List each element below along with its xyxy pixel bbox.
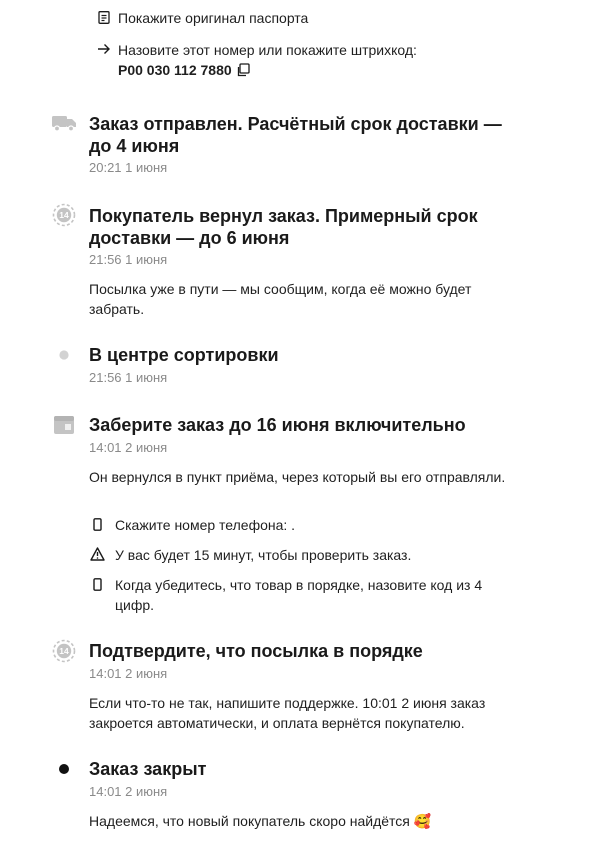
timer-label: 14 [59, 646, 69, 657]
event-time: 14:01 2 июня [89, 440, 168, 455]
event-description: Надеемся, что новый покупатель скоро найдётся 🥰 [89, 813, 432, 829]
event-title: Заказ закрыт [89, 759, 207, 779]
event-time: 14:01 2 июня [89, 666, 168, 681]
copy-icon[interactable] [236, 63, 250, 77]
list-item [89, 515, 295, 535]
event-title: Заказ отправлен. Расчётный срок доставки — до 4 июня [89, 114, 502, 156]
instruction-text: Покажите оригинал паспорта [118, 10, 309, 26]
passport-icon [92, 8, 116, 26]
event-description: Посылка уже в пути — мы сообщим, когда её можно будет забрать. [89, 281, 472, 317]
pickup-code[interactable] [118, 60, 417, 80]
event-time: 21:56 1 июня [89, 370, 168, 385]
timer-14-icon [51, 202, 77, 228]
truck-icon [51, 110, 77, 136]
event-description: Если что-то не так, напишите поддержке. 10:01 2 июня заказ закроется автоматически, и оплата вернётся покупателю. [89, 695, 486, 731]
event-title: Заберите заказ до 16 июня включительно [89, 415, 466, 435]
event-description: Он вернулся в пункт приёма, через который вы его отправляли. [89, 469, 506, 485]
pickup-code-value: P00 030 112 7880 [118, 62, 232, 78]
timer-14-icon [51, 638, 77, 664]
step-text: Скажите номер телефона: . [115, 517, 296, 533]
step-text: Когда убедитесь, что товар в порядке, назовите код из 4 цифр. [115, 577, 483, 613]
event-title: Подтвердите, что посылка в порядке [89, 641, 423, 661]
event-time: 20:21 1 июня [89, 160, 168, 175]
list-item [89, 575, 519, 615]
dot-icon [51, 342, 77, 368]
event-time: 14:01 2 июня [89, 784, 168, 799]
timer-label: 14 [59, 210, 69, 221]
phone-icon [89, 515, 113, 533]
event-time: 21:56 1 июня [89, 252, 168, 267]
phone-icon [89, 575, 113, 593]
dot-filled-icon [51, 756, 77, 782]
arrow-right-icon [92, 40, 116, 58]
pickup-point-icon [51, 412, 77, 438]
warning-icon [89, 545, 113, 563]
event-title: Покупатель вернул заказ. Примерный срок доставки — до 6 июня [89, 206, 478, 248]
instruction-text: Назовите этот номер или покажите штрихкод: [118, 42, 417, 58]
instruction-passport [92, 8, 308, 28]
instruction-barcode [92, 40, 417, 80]
step-text: У вас будет 15 минут, чтобы проверить заказ. [115, 547, 412, 563]
list-item [89, 545, 411, 565]
event-title: В центре сортировки [89, 345, 279, 365]
